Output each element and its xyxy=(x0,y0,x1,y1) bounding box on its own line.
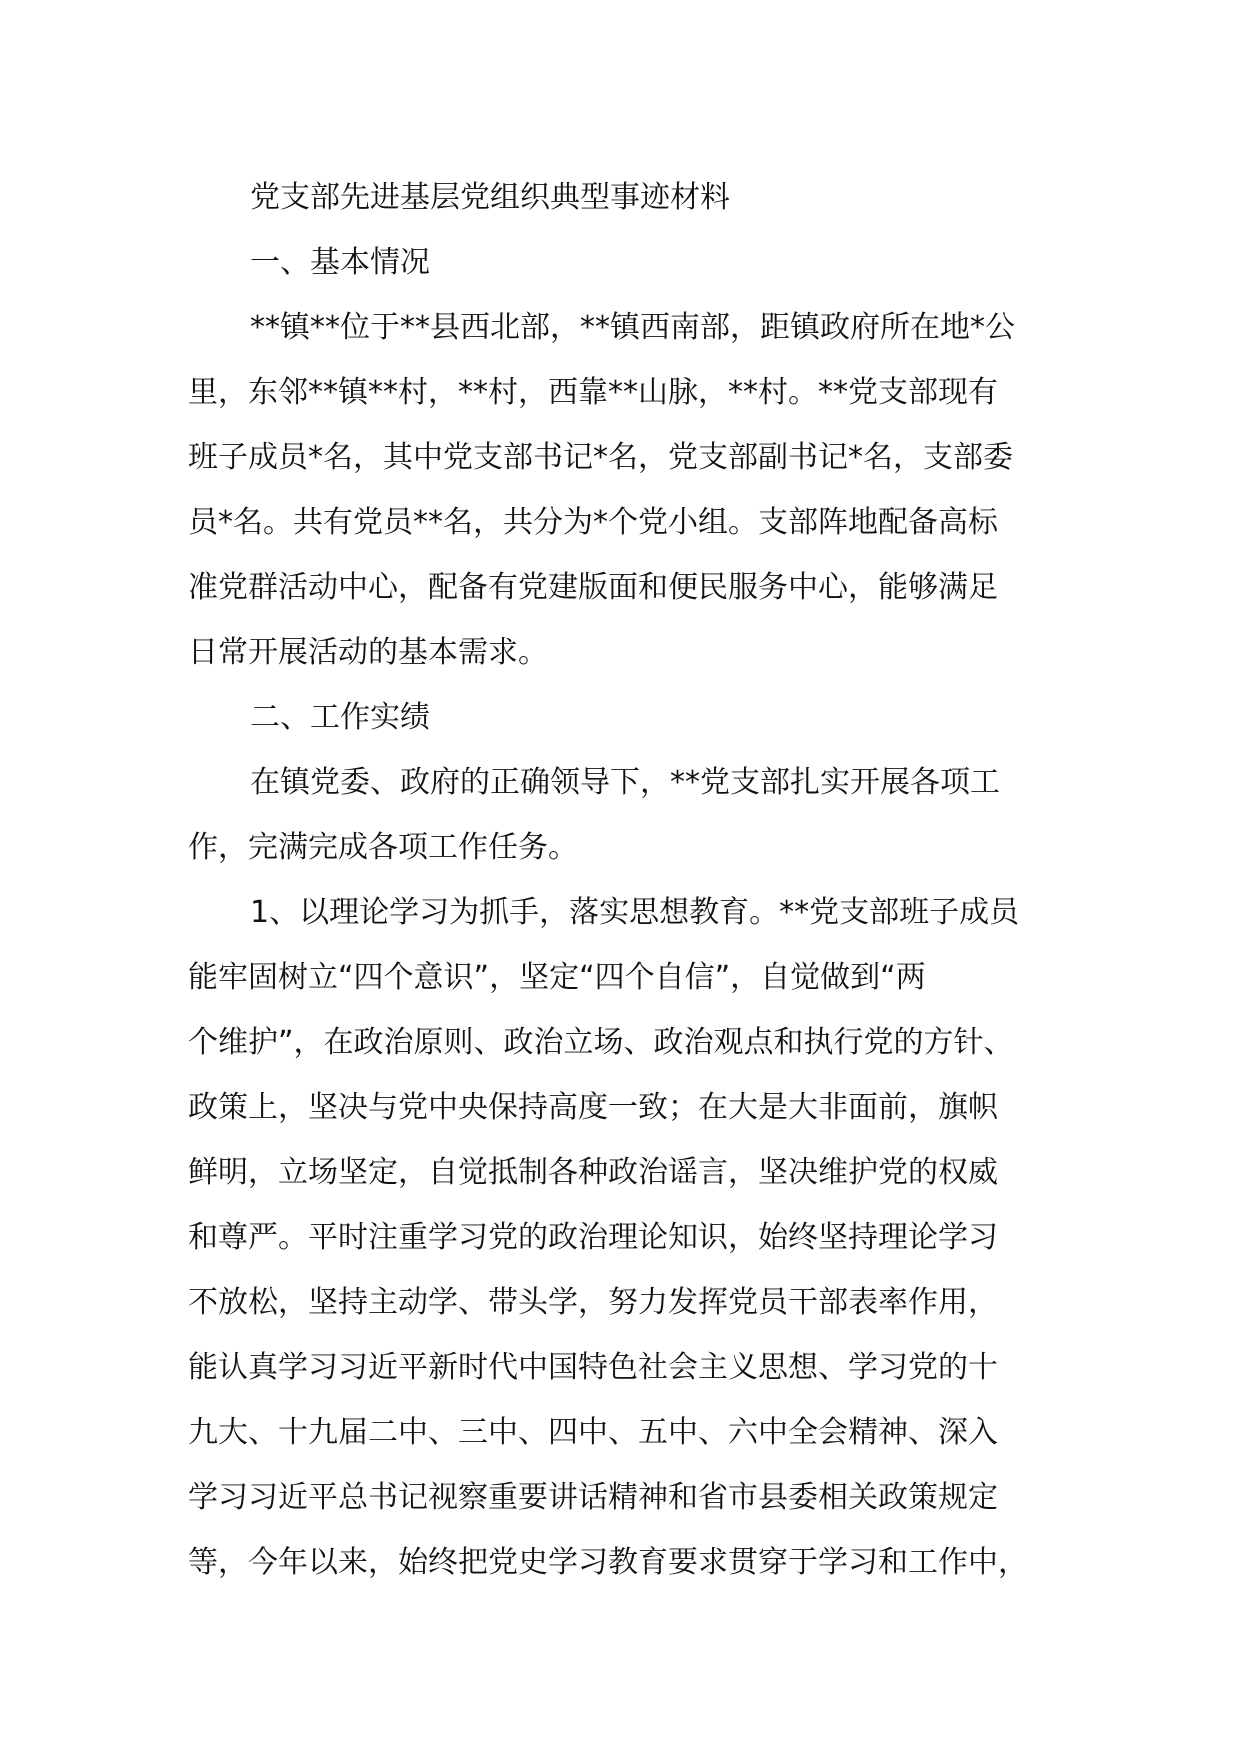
paragraph-line: 在镇党委、政府的正确领导下，**党支部扎实开展各项工 xyxy=(250,765,1000,800)
paragraph-line: 准党群活动中心，配备有党建版面和便民服务中心，能够满足 xyxy=(188,570,998,605)
paragraph-line: 和尊严。平时注重学习党的政治理论知识，始终坚持理论学习 xyxy=(188,1220,998,1255)
document-title: 党支部先进基层党组织典型事迹材料 xyxy=(250,180,730,215)
paragraph-line: 政策上，坚决与党中央保持高度一致；在大是大非面前，旗帜 xyxy=(188,1090,998,1125)
paragraph-line: 班子成员*名，其中党支部书记*名，党支部副书记*名，支部委 xyxy=(188,440,1013,475)
paragraph-line: 鲜明，立场坚定，自觉抵制各种政治谣言，坚决维护党的权威 xyxy=(188,1155,998,1190)
paragraph-line: 不放松，坚持主动学、带头学，努力发挥党员干部表率作用， xyxy=(188,1285,998,1320)
paragraph-line: 里，东邻**镇**村，**村，西靠**山脉，**村。**党支部现有 xyxy=(188,375,998,410)
paragraph-line: **镇**位于**县西北部，**镇西南部，距镇政府所在地*公 xyxy=(250,310,1015,345)
paragraph-line: 1、以理论学习为抓手，落实思想教育。**党支部班子成员 xyxy=(250,895,1020,930)
paragraph-line: 能认真学习习近平新时代中国特色社会主义思想、学习党的十 xyxy=(188,1350,998,1385)
paragraph-line: 学习习近平总书记视察重要讲话精神和省市县委相关政策规定 xyxy=(188,1480,998,1515)
paragraph-line: 九大、十九届二中、三中、四中、五中、六中全会精神、深入 xyxy=(188,1415,998,1450)
document-body xyxy=(188,165,1058,1595)
paragraph-line: 个维护”，在政治原则、政治立场、政治观点和执行党的方针、 xyxy=(188,1025,1014,1060)
paragraph-line: 作，完满完成各项工作任务。 xyxy=(188,830,578,865)
section-heading-basic: 一、基本情况 xyxy=(250,245,430,280)
paragraph-line: 员*名。共有党员**名，共分为*个党小组。支部阵地配备高标 xyxy=(188,505,998,540)
paragraph-line: 能牢固树立“四个意识”，坚定“四个自信”，自觉做到“两 xyxy=(188,960,926,995)
section-heading-achievements: 二、工作实绩 xyxy=(250,700,430,735)
paragraph-line: 等，今年以来，始终把党史学习教育要求贯穿于学习和工作中， xyxy=(188,1545,1028,1580)
paragraph-line: 日常开展活动的基本需求。 xyxy=(188,635,548,670)
